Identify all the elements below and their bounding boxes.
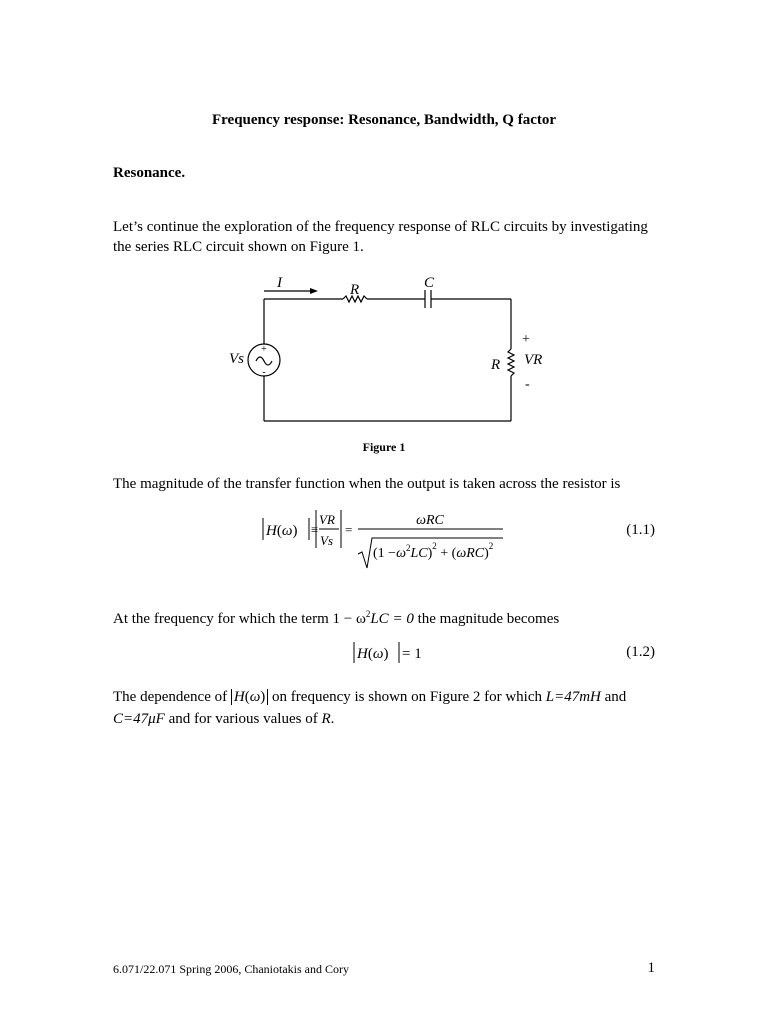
capacitor-label: C [424,275,435,291]
resistor-right-label: R [491,357,501,373]
eq2-rhs: = 1 [402,646,422,662]
para4-L: L=47mH [545,689,601,705]
page-number: 1 [647,960,655,976]
paragraph-dependence: The dependence of H(ω) on frequency is shown on Figure 2 for which L=47mH and C=47μF and for various values of R. [113,689,627,727]
para4-R: R [321,711,331,727]
eq1-one-minus: 1 − [377,546,397,561]
output-plus: + [522,332,530,347]
para3-after: the magnitude becomes [417,611,560,627]
paragraph-intro-line2: the series RLC circuit shown on Figure 1. [113,239,364,255]
eq2-H: H [357,646,368,662]
svg-text:=: = [345,522,353,537]
eq2-omega: ω [372,646,384,662]
eq1-H: H [266,523,277,539]
svg-text:H(ω): H(ω) [357,646,389,662]
paragraph-intro-line1: Let’s continue the exploration of the frequency response of RLC circuits by investigating [113,219,648,235]
eq1-plus: + [440,546,449,561]
figure-caption: Figure 1 [362,440,406,454]
para4-C: C=47μF [113,711,165,727]
eq1-omega: ω [281,523,293,539]
source-sine-wave [256,357,272,365]
equation-1-1 [0,500,768,580]
output-minus: - [525,377,530,392]
footer-course-info: 6.071/22.071 Spring 2006, Chaniotakis and Cory [113,962,349,976]
output-label: VR [524,352,543,368]
eq1-numerator: ωRC [416,513,444,528]
svg-text:(1 −ω2LC)2 + (ωRC)2: $(1 -\omega^2LC)^2 + (\omega RC)^2$ [373,541,494,561]
current-label: I [277,275,282,291]
document-title: Frequency response: Resonance, Bandwidth, Q factor [211,112,557,128]
svg-text:≡: ≡ [311,522,319,537]
para4-b: on frequency is shown on Figure 2 for which [272,689,542,705]
eq1-Vs: Vs [320,533,333,548]
resistor-right-symbol [508,349,514,376]
inline-term: $1 - \omega^2LC = 0$ [332,609,414,627]
para4-magnitude: H(ω) [231,689,268,705]
equation-number-1-2: (1.2) [626,644,655,660]
para4-and: and [604,689,627,705]
eq1-LC: LC [410,546,428,561]
para3-before: At the frequency for which the term [113,611,329,627]
resistor-top-label: R [350,282,360,298]
eq1-omegaRC: ωRC [456,546,485,561]
current-arrow-head [310,288,318,294]
equation-number-1-1: (1.1) [626,522,655,538]
source-plus: + [261,344,267,355]
para4-a: The dependence of [113,689,228,705]
section-heading: Resonance. [113,165,186,181]
source-label: Vs [229,351,244,367]
eq1-omega2: ω [396,546,406,561]
svg-text:H(ω): H(ω) [266,523,298,539]
circuit-diagram [0,0,768,440]
paragraph-resonance-condition [113,604,673,629]
eq1-sq: 2 [405,543,411,553]
source-minus: - [262,367,266,378]
eq1-VR: VR [319,512,335,527]
paragraph-transfer: The magnitude of the transfer function when the output is taken across the resistor is [113,476,621,492]
para4-c: and for various values of [168,711,318,727]
